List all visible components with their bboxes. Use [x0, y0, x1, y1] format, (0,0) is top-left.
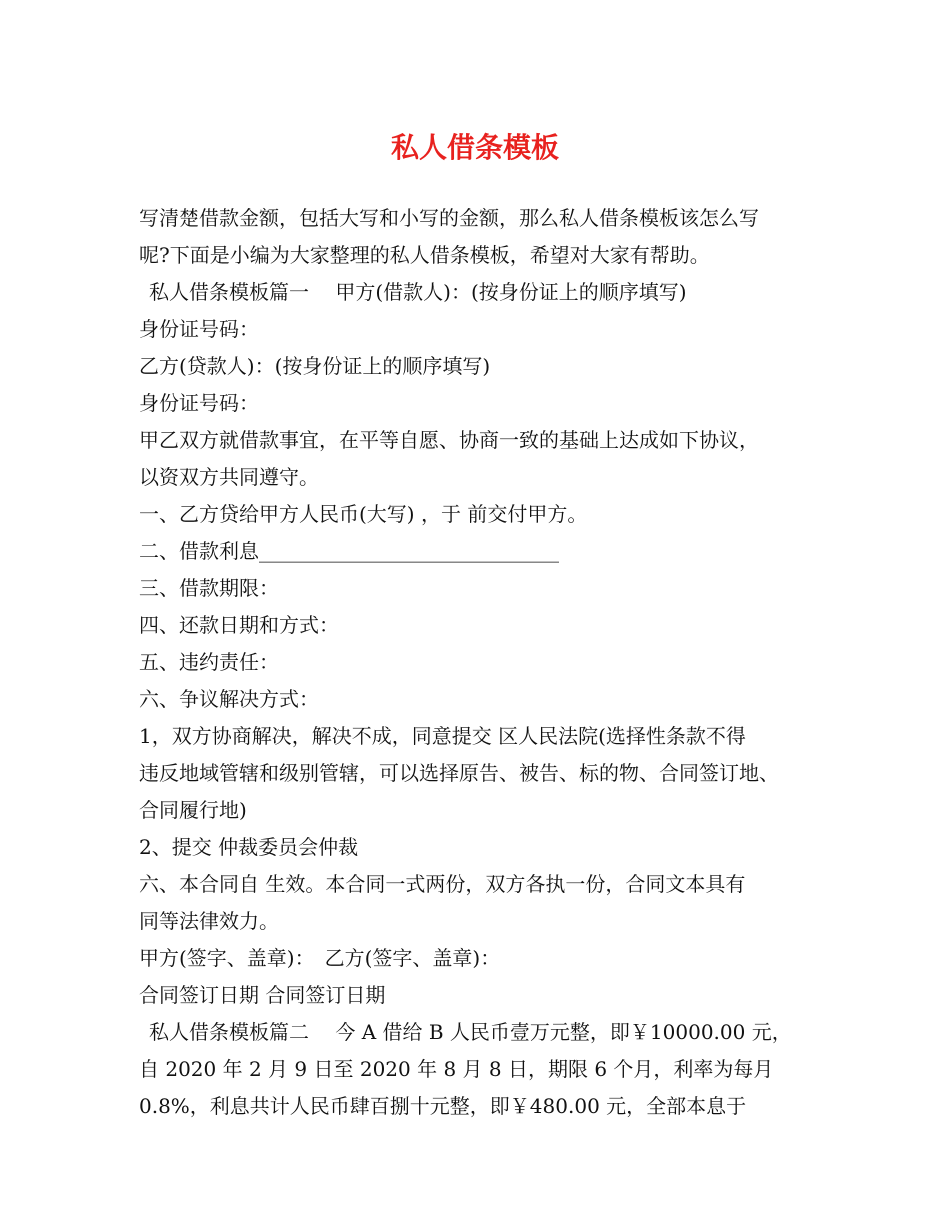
- paragraph-line: 身份证号码：: [139, 391, 259, 415]
- signature-line: 甲方(签字、盖章)： 乙方(签字、盖章)：: [139, 946, 501, 970]
- paragraph-line: 身份证号码：: [139, 317, 259, 341]
- paragraph-line: 甲乙双方就借款事宜，在平等自愿、协商一致的基础上达成如下协议，: [139, 428, 759, 452]
- paragraph-line: 违反地域管辖和级别管辖，可以选择原告、被告、标的物、合同签订地、: [139, 761, 779, 785]
- paragraph-line: 0.8%，利息共计人民币肆百捌十元整，即￥480.00 元，全部本息于: [139, 1094, 747, 1118]
- clause-line: 二、借款利息______________________________: [139, 539, 559, 563]
- paragraph-line: 呢?下面是小编为大家整理的私人借条模板，希望对大家有帮助。: [139, 243, 710, 267]
- paragraph-line: 六、本合同自 生效。本合同一式两份，双方各执一份，合同文本具有: [139, 872, 746, 896]
- paragraph-line: 2、提交 仲裁委员会仲裁: [139, 835, 359, 859]
- paragraph-line: 以资双方共同遵守。: [139, 465, 319, 489]
- clause-line: 三、借款期限：: [139, 576, 279, 600]
- paragraph-line: 合同履行地): [139, 798, 247, 822]
- paragraph-line: 自 2020 年 2 月 9 日至 2020 年 8 月 8 日，期限 6 个月，利率为每月: [139, 1057, 774, 1081]
- page-title: 私人借条模板: [390, 131, 559, 164]
- section-heading-line: 私人借条模板篇二 今 A 借给 B 人民币壹万元整，即￥10000.00 元，: [149, 1020, 792, 1044]
- signature-date-line: 合同签订日期 合同签订日期: [139, 983, 386, 1007]
- clause-line: 一、乙方贷给甲方人民币(大写) ，于 前交付甲方。: [139, 502, 588, 526]
- paragraph-line: 1，双方协商解决，解决不成，同意提交 区人民法院(选择性条款不得: [139, 724, 746, 748]
- paragraph-line: 乙方(贷款人)：(按身份证上的顺序填写): [139, 354, 491, 378]
- clause-line: 六、争议解决方式：: [139, 687, 319, 711]
- clause-line: 四、还款日期和方式：: [139, 613, 339, 637]
- section-heading-line: 私人借条模板篇一 甲方(借款人)：(按身份证上的顺序填写): [149, 280, 687, 304]
- document-body: [139, 200, 829, 1125]
- paragraph-line: 同等法律效力。: [139, 909, 279, 933]
- clause-line: 五、违约责任：: [139, 650, 279, 674]
- paragraph-line: 写清楚借款金额，包括大写和小写的金额，那么私人借条模板该怎么写: [139, 206, 759, 230]
